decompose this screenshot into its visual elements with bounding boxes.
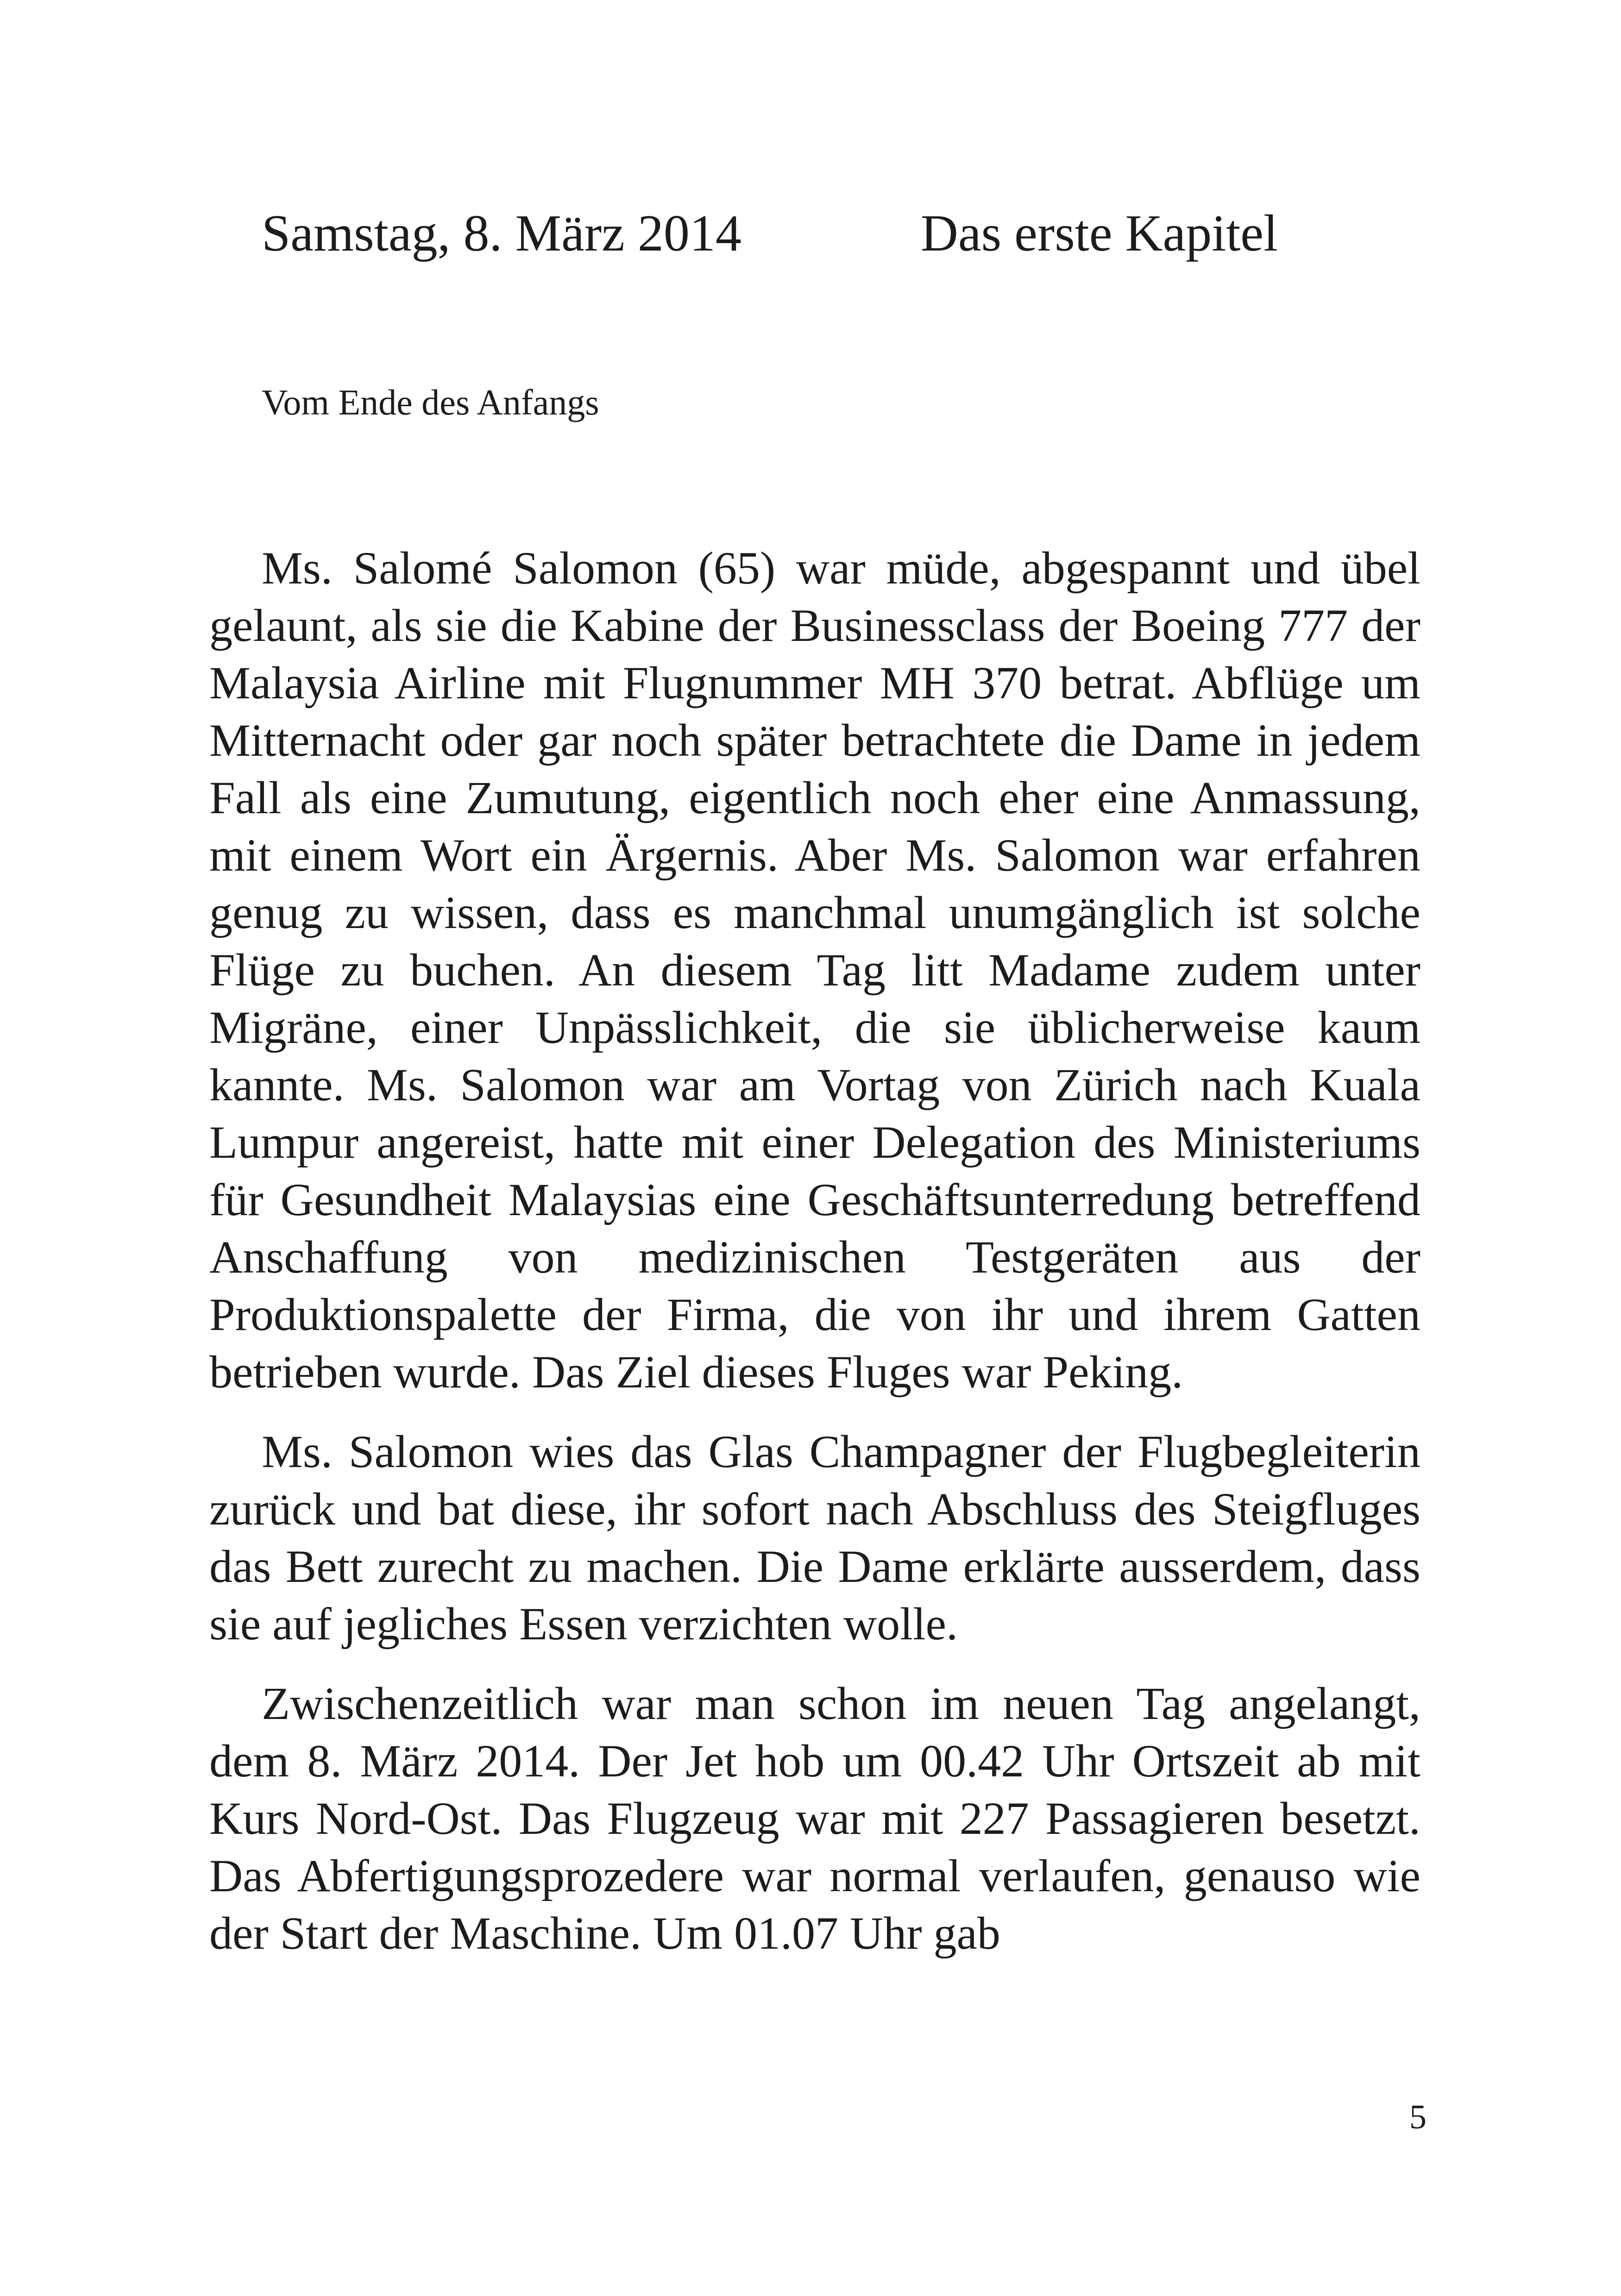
- chapter-subtitle: Vom Ende des Anfangs: [262, 382, 599, 422]
- running-header-date: Samstag, 8. März 2014: [262, 205, 741, 262]
- paragraph: Ms. Salomon wies das Glas Champagner der Flugbegleiterin zurück und bat diese, ihr sofort nach Abschluss des Steigfluges das Bett zurecht zu machen. Die Dame erklärte ausserdem, dass sie auf jegliches Essen verzichten wolle.: [209, 1426, 1420, 1650]
- paragraph: Zwischenzeitlich war man schon im neuen Tag angelangt, dem 8. März 2014. Der Jet hob um 00.42 Uhr Ortszeit ab mit Kurs Nord-Ost. Das Flugzeug war mit 227 Passagieren besetzt. Das Abfertigungsprozedere war normal verlaufen, genauso wie der Start der Maschine. Um 01.07 Uhr gab: [209, 1678, 1420, 1959]
- paragraph: Ms. Salomé Salomon (65) war müde, abgespannt und übel gelaunt, als sie die Kabine der Businessclass der Boeing 777 der Malaysia Airline mit Flugnummer MH 370 betrat. Abflüge um Mitternacht oder gar noch später betrachtete die Dame in jedem Fall als eine Zumutung, eigentlich noch eher eine Anmassung, mit einem Wort ein Ärgernis. Aber Ms. Salomon war erfahren genug zu wissen, dass es manchmal unumgänglich ist solche Flüge zu buchen. An diesem Tag litt Madame zudem unter Migräne, einer Unpässlichkeit, die sie üblicherweise kaum kannte. Ms. Salomon war am Vortag von Zürich nach Kuala Lumpur angereist, hatte mit einer Delegation des Ministeriums für Gesundheit Malaysias eine Geschäftsunterredung betreffend Anschaffung von medizinischen Testgeräten aus der Produktionspalette der Firma, die von ihr und ihrem Gatten betrieben wurde. Das Ziel dieses Fluges war Peking.: [209, 542, 1420, 1398]
- body-text: [209, 539, 1420, 1962]
- page-number: 5: [1409, 2098, 1426, 2136]
- running-header-chapter: Das erste Kapitel: [921, 205, 1278, 262]
